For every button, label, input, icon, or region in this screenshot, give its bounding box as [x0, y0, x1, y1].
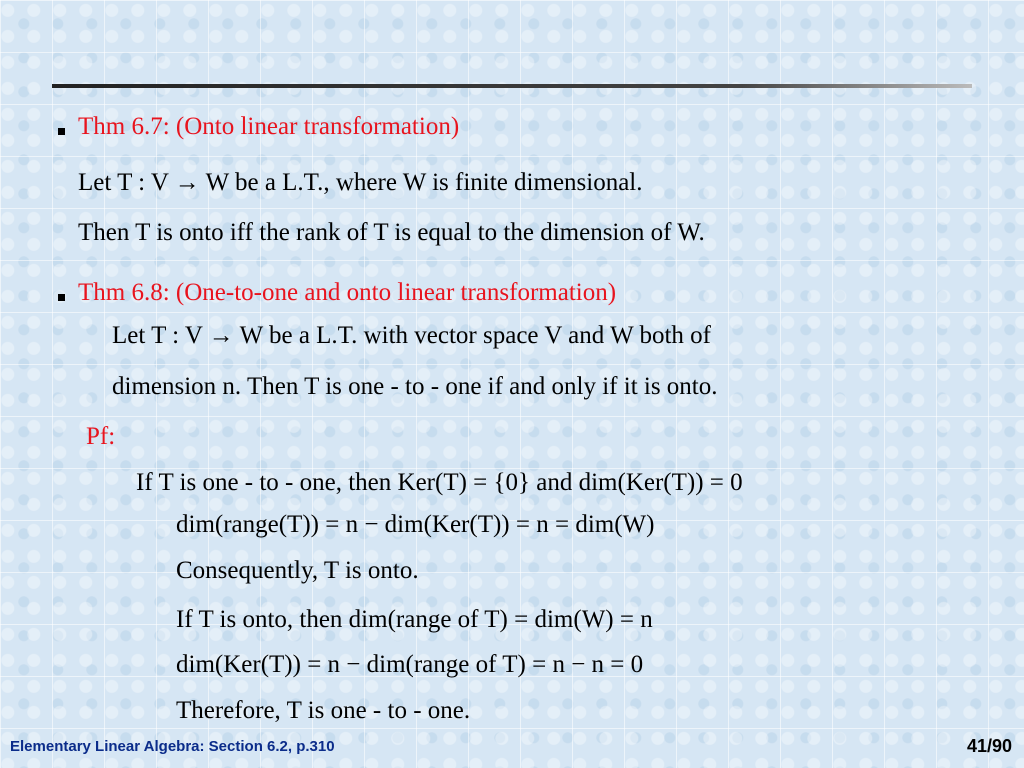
proof-line: Therefore, T is one - to - one. [176, 697, 471, 724]
proof-line: If T is one - to - one, then Ker(T) = {0} and dim(Ker(T)) = 0 [136, 469, 743, 496]
title-rule [52, 84, 972, 88]
footer-source: Elementary Linear Algebra: Section 6.2, p.310 [10, 738, 335, 755]
bullet-icon [58, 128, 65, 135]
theorem-6-7-line-2: Then T is onto iff the rank of T is equal to the dimension of W. [78, 219, 705, 246]
theorem-6-8-title: Thm 6.8: (One-to-one and onto linear transformation) [78, 279, 617, 306]
theorem-6-8-line-2: dimension n. Then T is one - to - one if and only if it is onto. [112, 373, 718, 400]
bullet-icon [58, 294, 65, 301]
theorem-6-7-title: Thm 6.7: (Onto linear transformation) [78, 113, 460, 140]
proof-line: dim(range(T)) = n − dim(Ker(T)) = n = dim(W) [176, 511, 655, 538]
theorem-6-8-line-1: Let T : V → W be a L.T. with vector space V and W both of [112, 322, 711, 349]
proof-line: If T is onto, then dim(range of T) = dim(W) = n [176, 606, 653, 633]
proof-label: Pf: [86, 423, 116, 450]
theorem-6-7-line-1: Let T : V → W be a L.T., where W is finite dimensional. [78, 169, 643, 196]
proof-line: Consequently, T is onto. [176, 557, 419, 584]
proof-line: dim(Ker(T)) = n − dim(range of T) = n − n = 0 [176, 651, 644, 678]
page-number: 41/90 [966, 736, 1012, 756]
